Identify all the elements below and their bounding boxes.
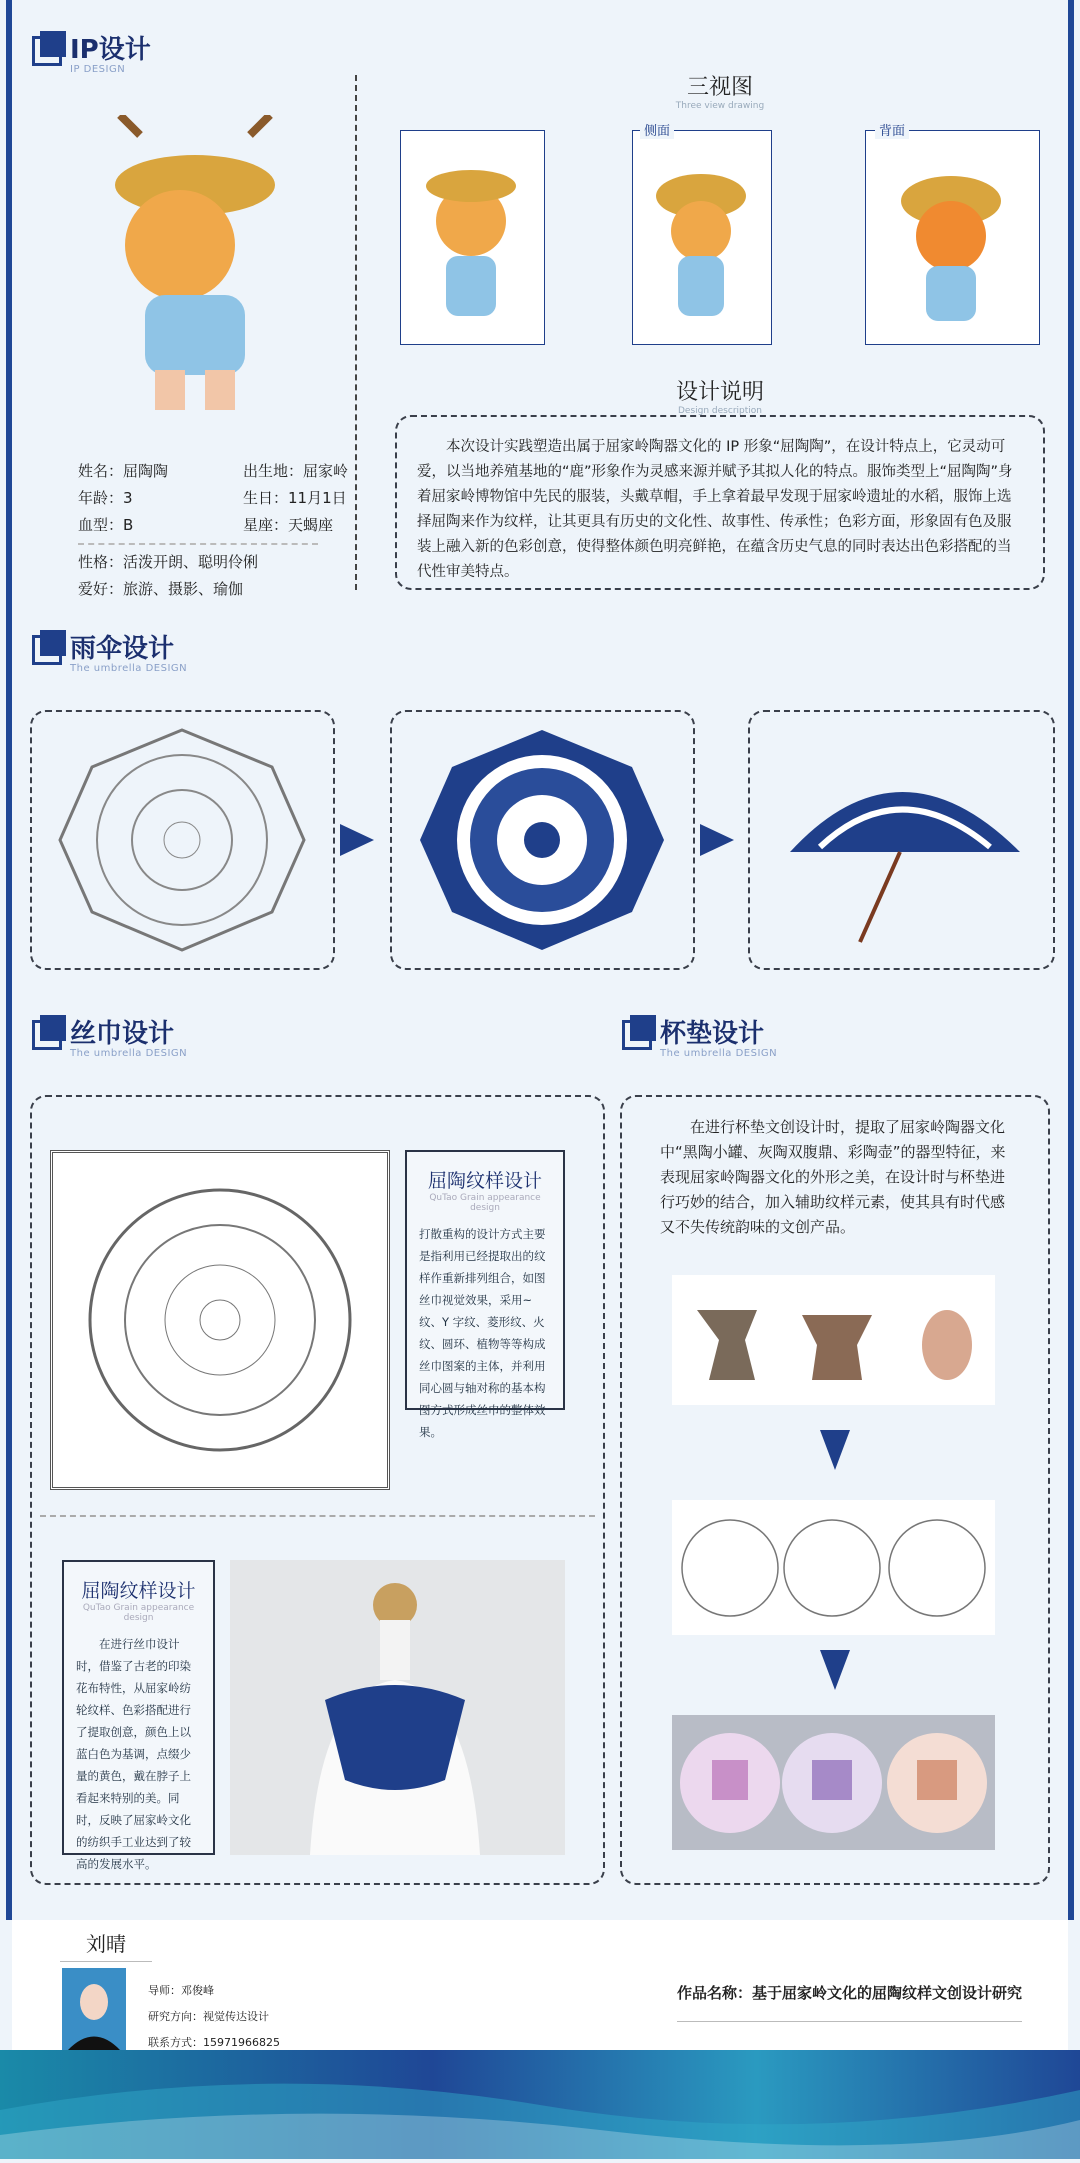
umbrella-pattern-blue (390, 710, 695, 970)
umbrella-section-header: 雨伞设计 The umbrella DESIGN (32, 635, 187, 674)
avatar (62, 1968, 126, 2050)
umbrella-pattern-sketch (30, 710, 335, 970)
desc-title: 设计说明 Design description (675, 380, 764, 416)
coaster-section-header: 杯垫设计 The umbrella DESIGN (622, 1020, 777, 1059)
section-title: IP设计 (70, 35, 151, 65)
arrow-down-icon (820, 1650, 850, 1690)
arrow-right-icon (700, 824, 734, 856)
umbrella-product (748, 710, 1055, 970)
square-icon (32, 36, 62, 66)
square-icon (622, 1020, 652, 1050)
coaster-products (672, 1715, 995, 1850)
side-view (632, 130, 772, 345)
coaster-description: 在进行杯垫文创设计时，提取了屈家岭陶器文化中“黑陶小罐、灰陶双腹鼎、彩陶壶”的器型特征，来表现屈家岭陶器文化的外形之美，在设计时与杯垫进行巧妙的结合，加入辅助纹样元素，使其具有时代感又不失传统韵味的文创产品。 (660, 1118, 1006, 1236)
scarf-photo (230, 1560, 565, 1855)
arrow-right-icon (340, 824, 374, 856)
work-title: 作品名称：基于屈家岭文化的屈陶纹样文创设计研究 (677, 1982, 1022, 2022)
footer (12, 1920, 1068, 2050)
pottery-photos (672, 1275, 995, 1405)
scarf-card-1: 屈陶纹样设计 QuTao Grain appearance design 打散重构的设计方式主要是指利用已经提取出的纹样作重新排列组合，如图丝巾视觉效果，采用~纹、Y 字纹、菱形纹、火纹、圆环、植物等等构成丝巾图案的主体，并利用同心圆与轴对称的基本构图方式形成丝巾的整体效果。 (405, 1150, 565, 1410)
design-description: 本次设计实践塑造出属于屈家岭陶器文化的 IP 形象“屈陶陶”，在设计特点上，它灵动可爱，以当地养殖基地的“鹿”形象作为灵感来源并赋予其拟人化的特点。服饰类型上“屈陶陶”身着屈家岭博物馆中先民的服装，头戴草帽，手上拿着最早发现于屈家岭遗址的水稻，服饰上选择屈陶来作为纹样，让其更具有历史的文化性、故事性、传承性；色彩方面，形象固有色及服装上融入新的色彩创意，使得整体颜色明亮鲜艳，在蕴含历史气息的同时表达出色彩搭配的当代性审美特点。 (395, 415, 1045, 590)
views-title: 三视图 Three view drawing (675, 75, 765, 111)
square-icon (32, 1020, 62, 1050)
pottery-sketches (672, 1500, 995, 1635)
student-details: 导师：邓俊峰 研究方向：视觉传达设计 联系方式：15971966825 (148, 1984, 280, 2049)
frame-right (1068, 0, 1074, 1920)
back-label: 背面 (875, 120, 909, 139)
scarf-section-header: 丝巾设计 The umbrella DESIGN (32, 1020, 187, 1059)
divider (355, 75, 357, 590)
wave-banner (0, 2050, 1080, 2159)
front-view (400, 130, 545, 345)
mascot-info: 姓名：屈陶陶 出生地：屈家岭 年龄：3 生日：11月1日 血型：B 星座：天蝎座 性格：活泼开朗、聪明伶俐 爱好：旅游、摄影、瑜伽 (78, 462, 349, 598)
square-icon (32, 635, 62, 665)
section-subtitle: IP DESIGN (70, 64, 126, 75)
student-name: 刘晴 (60, 1928, 152, 1962)
arrow-down-icon (820, 1430, 850, 1470)
side-label: 侧面 (640, 120, 674, 139)
back-view (865, 130, 1040, 345)
ip-section-header (32, 36, 151, 75)
frame-left (6, 0, 12, 1920)
scarf-card-2: 屈陶纹样设计 QuTao Grain appearance design 在进行丝巾设计时，借鉴了古老的印染花布特性，从屈家岭纺轮纹样、色彩搭配进行了提取创意，颜色上以蓝白色为基调，点缀少量的黄色，戴在脖子上看起来特别的美。同时，反映了屈家岭文化的纺织手工业达到了较高的发展水平。 (62, 1560, 215, 1855)
mascot-image (60, 115, 330, 425)
scarf-pattern-image (50, 1150, 390, 1490)
divider (40, 1515, 595, 1517)
